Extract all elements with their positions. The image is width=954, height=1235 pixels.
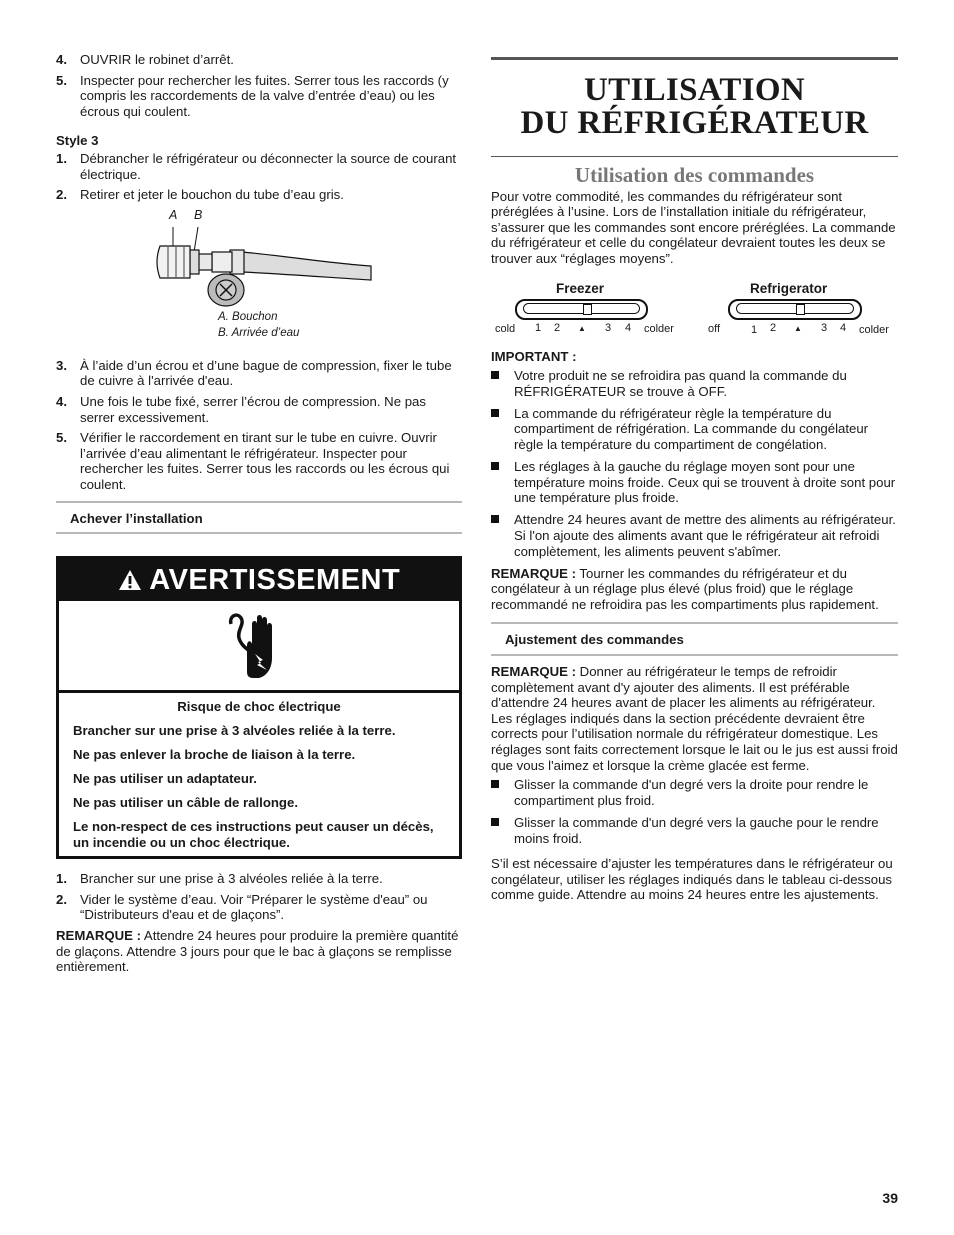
step-text: À l’aide d’un écrou et d’une bague de compression, fixer le tube de cuivre à l'arrivée d'eau. <box>80 357 452 389</box>
warning-line: Ne pas enlever la broche de liaison à la terre. <box>73 747 356 763</box>
step-text: Vérifier le raccordement en tirant sur le tube en cuivre. Ouvrir l’arrivée d’eau alimentant le réfrigérateur. Inspecter pour rechercher les fuites. Serrer tous les raccords ou les écrous qui coulent. <box>80 430 450 492</box>
square-bullet-icon <box>491 818 499 826</box>
bullet-text: Votre produit ne se refroidira pas quand la commande du RÉFRIGÉRATEUR se trouve à OFF. <box>514 368 847 399</box>
figure-caption <box>218 309 299 341</box>
list-item <box>56 394 462 425</box>
refrigerator-tick-2: 2 <box>770 321 777 334</box>
list-item <box>491 368 898 399</box>
important-bullets <box>491 368 898 559</box>
step-number: 1. <box>56 150 67 166</box>
refrigerator-off-label: off <box>708 322 721 335</box>
bullet-text: Attendre 24 heures avant de mettre des aliments au réfrigérateur. Si l'on ajoute des aliments avant que le réfrigérateur ait refroidi complètement, les aliments peuvent s'abîmer. <box>514 512 896 559</box>
warning-header <box>59 559 459 601</box>
list-item <box>56 52 462 68</box>
list-item <box>56 187 462 203</box>
figure-label-a: A <box>169 207 178 222</box>
step-number: 4. <box>56 393 67 409</box>
warning-triangle-icon <box>118 564 149 596</box>
list-item <box>56 151 462 182</box>
water-tube-figure <box>56 208 462 358</box>
step-text: OUVRIR le robinet d’arrêt. <box>80 52 234 67</box>
step-number: 3. <box>56 357 67 373</box>
remark-paragraph-1 <box>491 566 898 613</box>
refrigerator-slider-knob[interactable] <box>796 304 805 315</box>
page-number: 39 <box>882 1190 898 1206</box>
refrigerator-tick-3: 3 <box>821 321 828 334</box>
step-text: Une fois le tube fixé, serrer l’écrou de compression. Ne pas serrer excessivement. <box>80 393 426 425</box>
list-item <box>56 430 462 492</box>
warning-text <box>59 693 459 856</box>
subsection-heading: Achever l’installation <box>56 501 462 535</box>
list-item <box>491 777 898 808</box>
step-text: Débrancher le réfrigérateur ou déconnecter la source de courant électrique. <box>80 150 457 182</box>
bullet-text: La commande du réfrigérateur règle la température du compartiment de réfrigération. La commande du congélateur règle la température du compartiment de congélation. <box>514 405 869 453</box>
list-item <box>491 406 898 453</box>
adjust-bullets <box>491 777 898 846</box>
step-number: 5. <box>56 430 67 446</box>
warning-title: AVERTISSEMENT <box>149 564 401 597</box>
title-bottom-rule <box>491 156 898 157</box>
steps-list-b <box>56 151 462 203</box>
step-number: 1. <box>56 871 67 887</box>
freezer-tick-1: 1 <box>535 321 542 334</box>
freezer-tick-4: 4 <box>625 321 632 334</box>
remark-text: Attendre 24 heures pour produire la première quantité de glaçons. Attendre 3 jours pour que le bac à glaçons se remplisse entièrement. <box>56 927 459 975</box>
list-item <box>56 73 462 120</box>
list-item <box>491 815 898 846</box>
remark-label: REMARQUE : <box>56 927 141 943</box>
caption-b: B. Arrivée d’eau <box>218 326 300 339</box>
title-line-1: UTILISATION <box>584 72 805 108</box>
important-label: IMPORTANT : <box>491 348 577 364</box>
list-item <box>56 871 462 887</box>
square-bullet-icon <box>491 371 499 379</box>
remark-text: Donner au réfrigérateur le temps de refroidir complètement avant d'y ajouter des aliments. Il est préférable d'attendre 24 heures avant de placer les aliments au réfrigérateur. Les réglages indiqués dans la section précédente devraient être corrects pour l’utilisation normale du réfrigérateur domestique. Les réglages sont faits correctement lorsque le lait ou le jus est aussi froid que vous l'aimez et lorsque la crème glacée est ferme. <box>491 664 898 773</box>
warning-line: Ne pas utiliser un adaptateur. <box>73 771 257 787</box>
steps-list-d <box>56 871 462 923</box>
right-column <box>491 52 898 903</box>
warning-line: Ne pas utiliser un câble de rallonge. <box>73 795 298 811</box>
square-bullet-icon <box>491 409 499 417</box>
step-text: Inspecter pour rechercher les fuites. Serrer tous les raccords (y compris les raccordements de la valve d’entrée d’eau) ou les écrous qui coulent. <box>80 72 449 119</box>
bullet-text: Les réglages à la gauche du réglage moyen sont pour une température moins froide. Ceux qui se trouvent à droite sont pour une température plus froide. <box>514 459 896 506</box>
list-item <box>491 512 898 559</box>
refrigerator-mid-marker-icon: ▲ <box>794 323 802 333</box>
shock-hazard-area <box>59 601 459 693</box>
remark-label: REMARQUE : <box>491 664 576 680</box>
square-bullet-icon <box>491 462 499 470</box>
remark-paragraph-2 <box>491 664 898 773</box>
refrigerator-control <box>707 281 897 341</box>
step-number: 5. <box>56 72 67 88</box>
style3-heading: Style 3 <box>56 133 99 149</box>
freezer-slider[interactable] <box>515 299 648 320</box>
warning-line: Brancher sur une prise à 3 alvéoles reliée à la terre. <box>73 723 396 739</box>
freezer-mid-marker-icon: ▲ <box>578 323 586 333</box>
square-bullet-icon <box>491 515 499 523</box>
square-bullet-icon <box>491 780 499 788</box>
slider-slot <box>523 303 640 314</box>
step-text: Vider le système d’eau. Voir “Préparer le système d'eau” ou “Distributeurs d'eau et de glaçons”. <box>80 891 428 923</box>
warning-line: Le non-respect de ces instructions peut causer un décès, un incendie ou un choc électrique. <box>73 819 434 850</box>
warning-risk: Risque de choc électrique <box>177 699 341 715</box>
title-line-2: DU RÉFRIGÉRATEUR <box>520 105 869 141</box>
step-number: 2. <box>56 187 67 203</box>
left-column <box>56 52 462 975</box>
intro-paragraph: Pour votre commodité, les commandes du réfrigérateur sont préréglées à l’usine. Lors de l’installation initiale du réfrigérateur, s’assurer que les commandes sont encore préréglées. La commande du réfrigérateur et celle du congélateur devraient toutes les deux se trouver aux “réglages moyens”. <box>491 188 896 266</box>
freezer-tick-2: 2 <box>554 321 561 334</box>
caption-a: A. Bouchon <box>218 310 278 323</box>
water-tube-illustration <box>146 222 376 322</box>
step-number: 4. <box>56 52 67 67</box>
refrigerator-colder-label: colder <box>859 323 889 336</box>
section-heading: Utilisation des commandes <box>574 163 815 187</box>
closing-paragraph: S’il est nécessaire d’ajuster les températures dans le réfrigérateur ou congélateur, utiliser les réglages indiqués dans le tableau ci-dessous comme guide. Attendre au moins 24 heures entre les ajustements. <box>491 856 893 903</box>
freezer-control <box>491 281 691 341</box>
refrigerator-label: Refrigerator <box>750 280 828 296</box>
freezer-label: Freezer <box>556 280 605 296</box>
list-item <box>56 892 462 923</box>
slider-slot <box>736 303 854 314</box>
list-item <box>491 459 898 506</box>
title-top-rule <box>491 57 898 60</box>
subsection-heading: Ajustement des commandes <box>491 622 898 656</box>
steps-list-c <box>56 358 462 493</box>
page-title <box>491 74 898 140</box>
remark-paragraph <box>56 928 462 975</box>
freezer-cold-label: cold <box>495 322 516 335</box>
freezer-tick-3: 3 <box>605 321 612 334</box>
freezer-colder-label: colder <box>644 322 674 335</box>
step-text: Brancher sur une prise à 3 alvéoles reliée à la terre. <box>80 871 383 887</box>
bullet-text: Glisser la commande d'un degré vers la gauche pour le rendre moins froid. <box>514 814 879 846</box>
remark-text: Tourner les commandes du réfrigérateur et du congélateur à un réglage plus élevé (plus froid) que le réglage recommandé ne refroidira pas les compartiments plus rapidement. <box>491 565 879 612</box>
electric-shock-hand-icon <box>227 610 291 682</box>
refrigerator-tick-4: 4 <box>840 321 847 334</box>
list-item <box>56 358 462 389</box>
refrigerator-slider[interactable] <box>728 299 862 320</box>
figure-label-b: B <box>194 207 203 222</box>
warning-box <box>56 556 462 859</box>
remark-label: REMARQUE : <box>491 565 576 581</box>
freezer-slider-knob[interactable] <box>583 304 592 315</box>
control-sliders <box>491 281 898 341</box>
step-number: 2. <box>56 891 67 907</box>
steps-list-a <box>56 52 462 119</box>
bullet-text: Glisser la commande d'un degré vers la droite pour rendre le compartiment plus froid. <box>514 777 869 808</box>
step-text: Retirer et jeter le bouchon du tube d’eau gris. <box>80 187 344 203</box>
refrigerator-tick-1: 1 <box>751 323 758 336</box>
